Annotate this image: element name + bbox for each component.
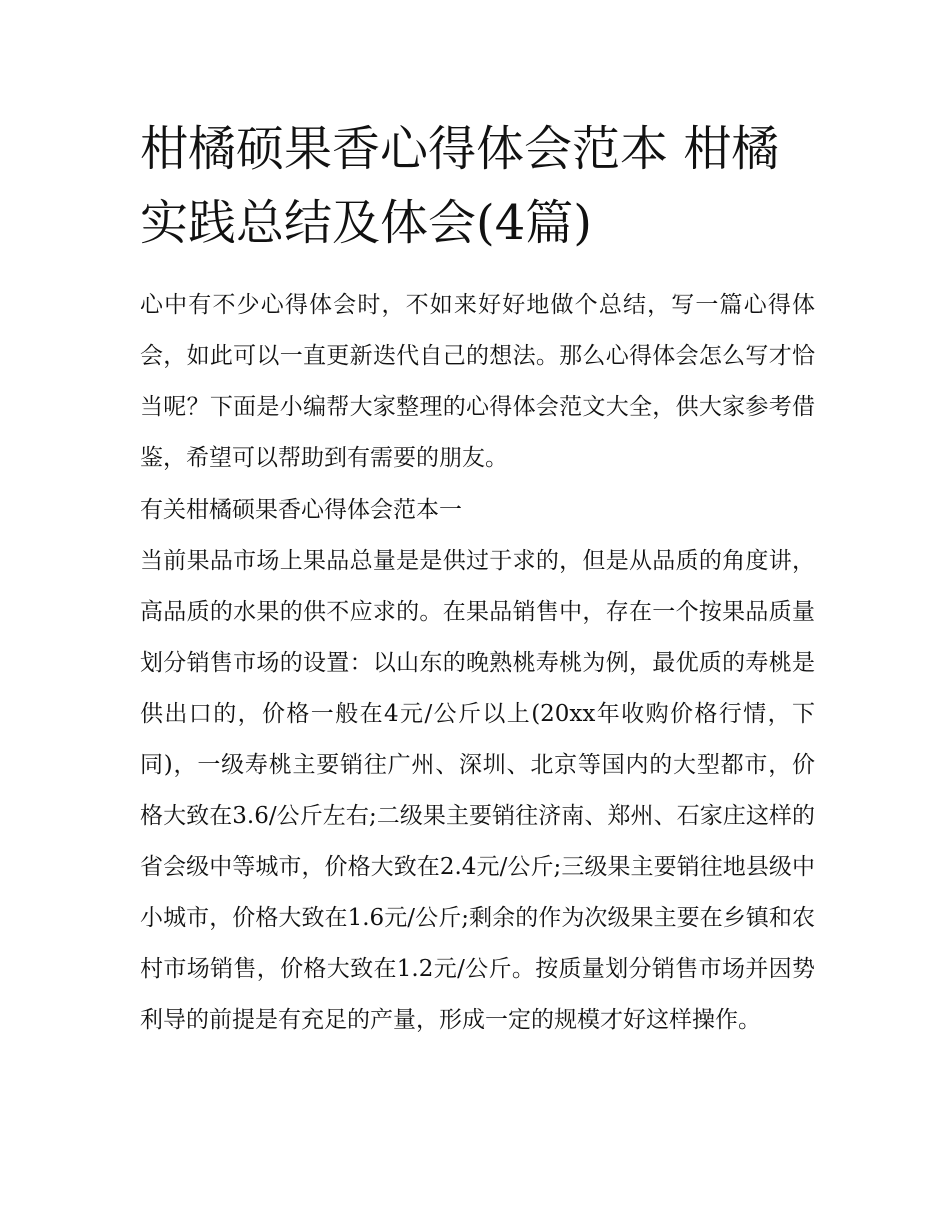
document-title: 柑橘硕果香心得体会范本 柑橘实践总结及体会(4篇) xyxy=(140,121,780,251)
intro-paragraph: 心中有不少心得体会时，不如来好好地做个总结，写一篇心得体会，如此可以一直更新迭代自己的想法。那么心得体会怎么写才恰当呢？下面是小编帮大家整理的心得体会范文大全，供大家参考借鉴，希望可以帮助到有需要的朋友。 xyxy=(140,292,815,471)
section-paragraph: 当前果品市场上果品总量是是供过于求的，但是从品质的角度讲，高品质的水果的供不应求的。在果品销售中，存在一个按果品质量划分销售市场的设置：以山东的晚熟桃寿桃为例，最优质的寿桃是供出口的，价格一般在4元/公斤以上(20xx年收购价格行情，下同)，一级寿桃主要销往广州、深圳、北京等国内的大型都市，价格大致在3.6/公斤左右;二级果主要销往济南、郑州、石家庄这样的省会级中等城市，价格大致在2.4元/公斤;三级果主要销往地县级中小城市，价格大致在1.6元/公斤;剩余的作为次级果主要在乡镇和农村市场销售，价格大致在1.2元/公斤。按质量划分销售市场并因势利导的前提是有充足的产量，形成一定的规模才好这样操作。 xyxy=(140,548,815,1033)
section-heading: 有关柑橘硕果香心得体会范本一 xyxy=(140,497,462,523)
